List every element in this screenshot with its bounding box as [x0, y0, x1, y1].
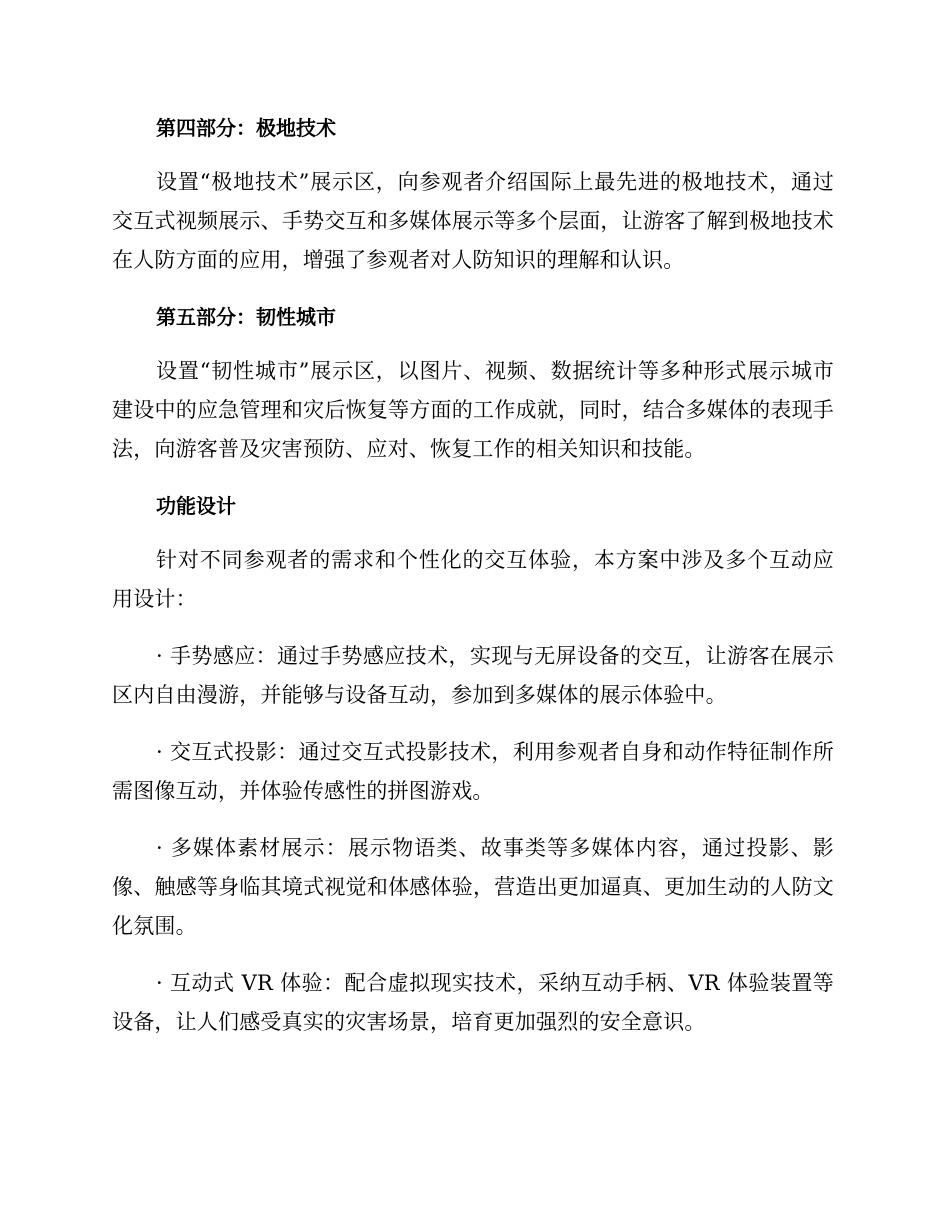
- list-item-interactive-projection: · 交互式投影：通过交互式投影技术，利用参观者自身和动作特征制作所需图像互动，并体验传感性的拼图游戏。: [112, 740, 834, 803]
- list-item-multimedia-display: · 多媒体素材展示：展示物语类、故事类等多媒体内容，通过投影、影像、触感等身临其境式视觉和体感体验，营造出更加逼真、更加生动的人防文化氛围。: [112, 836, 834, 938]
- paragraph-part5: 设置“韧性城市”展示区，以图片、视频、数据统计等多种形式展示城市建设中的应急管理和灾后恢复等方面的工作成就，同时，结合多媒体的表现手法，向游客普及灾害预防、应对、恢复工作的相关知识和技能。: [112, 359, 834, 461]
- document-body: [112, 109, 834, 1042]
- paragraph-part4: 设置“极地技术”展示区，向参观者介绍国际上最先进的极地技术，通过交互式视频展示、手势交互和多媒体展示等多个层面，让游客了解到极地技术在人防方面的应用，增强了参观者对人防知识的理解和认识。: [112, 170, 834, 272]
- list-item-vr-experience: · 互动式 VR 体验：配合虚拟现实技术，采纳互动手柄、VR 体验装置等设备，让人们感受真实的灾害场景，培育更加强烈的安全意识。: [112, 971, 834, 1034]
- paragraph-function-intro: 针对不同参观者的需求和个性化的交互体验，本方案中涉及多个互动应用设计：: [112, 548, 834, 611]
- section-heading-part4: 第四部分：极地技术: [156, 116, 336, 140]
- list-item-gesture-sensing: · 手势感应：通过手势感应技术，实现与无屏设备的交互，让游客在展示区内自由漫游，并能够与设备互动，参加到多媒体的展示体验中。: [112, 644, 834, 707]
- section-heading-function-design: 功能设计: [156, 494, 236, 518]
- section-heading-part5: 第五部分：韧性城市: [156, 305, 336, 329]
